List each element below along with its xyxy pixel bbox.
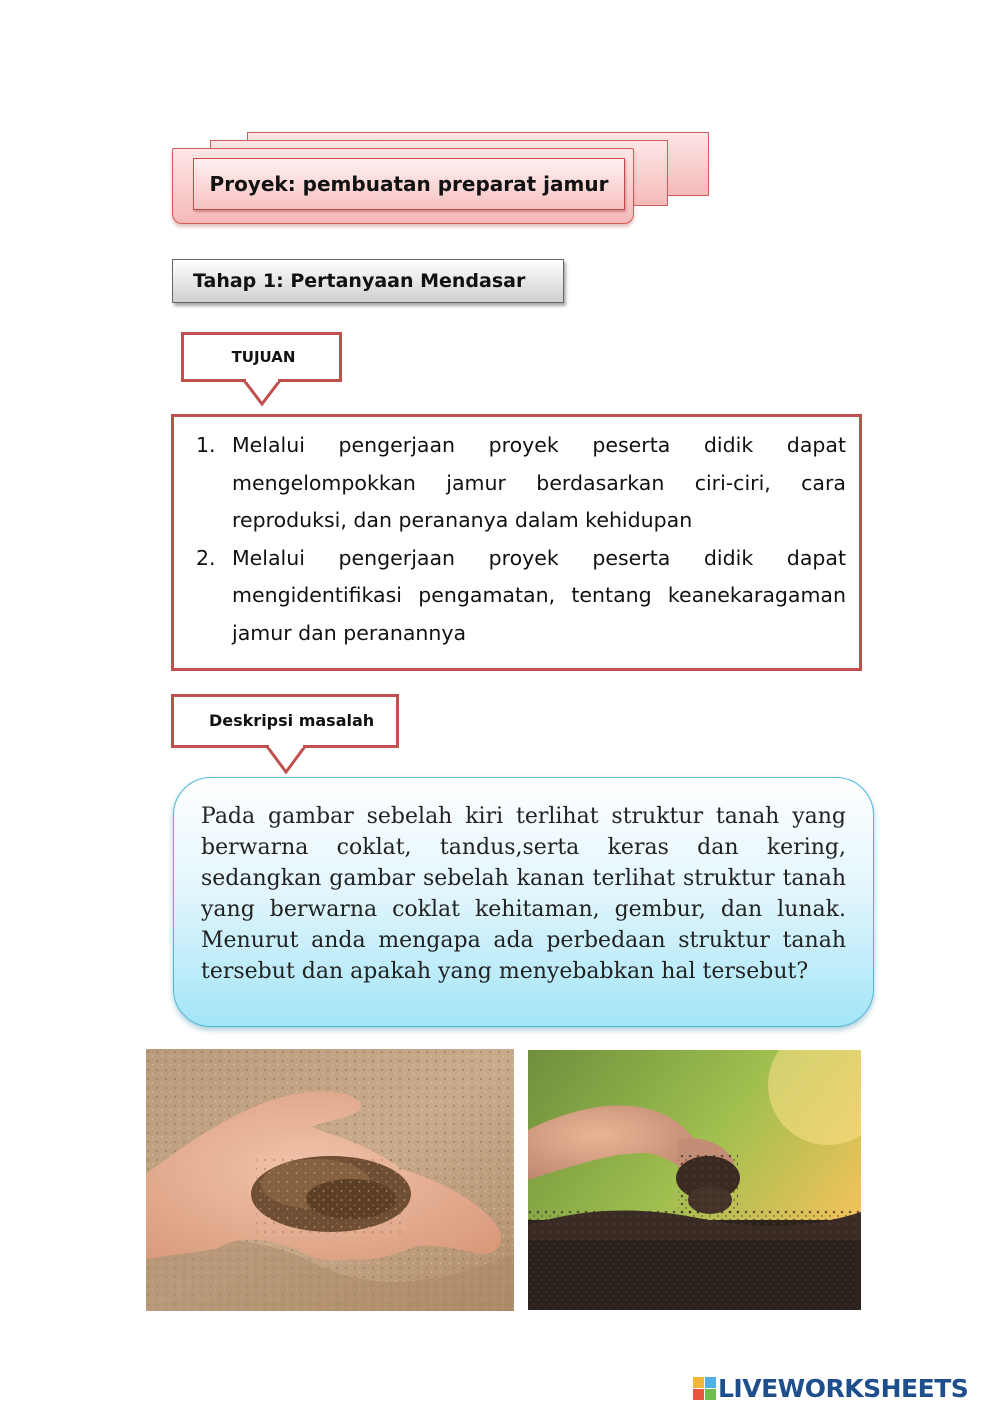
objectives-box [171, 414, 862, 671]
objectives-label: TUJUAN [231, 348, 296, 366]
logo-tile-l [693, 1377, 704, 1388]
liveworksheets-wordmark: LIVEWORKSHEETS [718, 1373, 969, 1403]
fertile-soil-illustration [528, 1050, 861, 1310]
problem-callout [171, 694, 399, 748]
logo-tile-i [705, 1377, 716, 1388]
liveworksheets-logo-icon [693, 1377, 716, 1400]
dry-soil-photo [146, 1049, 514, 1311]
dry-soil-illustration [146, 1049, 514, 1311]
title-banner [193, 158, 625, 210]
objectives-callout-arrow [241, 379, 283, 407]
fertile-soil-photo [528, 1050, 861, 1310]
objective-text: Melalui pengerjaan proyek peserta didik dapat mengelompokkan jamur berdasarkan ciri-ciri, cara reproduksi, dan perananya dalam kehidupan [232, 433, 846, 532]
objectives-list [196, 427, 846, 652]
page-title: Proyek: pembuatan preparat jamur [209, 172, 609, 196]
objective-text: Melalui pengerjaan proyek peserta didik dapat mengidentifikasi pengamatan, tentang keanekaragaman jamur dan peranannya [232, 545, 846, 645]
liveworksheets-brand[interactable] [693, 1373, 993, 1403]
problem-text: Pada gambar sebelah kiri terlihat struktur tanah yang berwarna coklat, tandus,serta keras dan kering, sedangkan gambar sebelah kanan terlihat struktur tanah yang berwarna coklat kehitaman, gembur, dan lunak. Menurut anda mengapa ada perbedaan struktur tanah tersebut dan apakah yang menyebabkan hal tersebut? [201, 804, 846, 984]
objective-item [196, 427, 846, 540]
stage-title: Tahap 1: Pertanyaan Mendasar [193, 270, 526, 292]
objective-number: 2. [196, 545, 216, 570]
problem-description-box [173, 777, 874, 1027]
logo-tile-v [693, 1389, 704, 1400]
objective-number: 1. [196, 433, 216, 457]
stage-header [172, 259, 564, 303]
logo-tile-e [705, 1389, 716, 1400]
objectives-callout [181, 332, 342, 382]
objective-item [196, 540, 846, 653]
problem-callout-arrow [264, 745, 308, 775]
problem-label: Deskripsi masalah [209, 711, 375, 730]
